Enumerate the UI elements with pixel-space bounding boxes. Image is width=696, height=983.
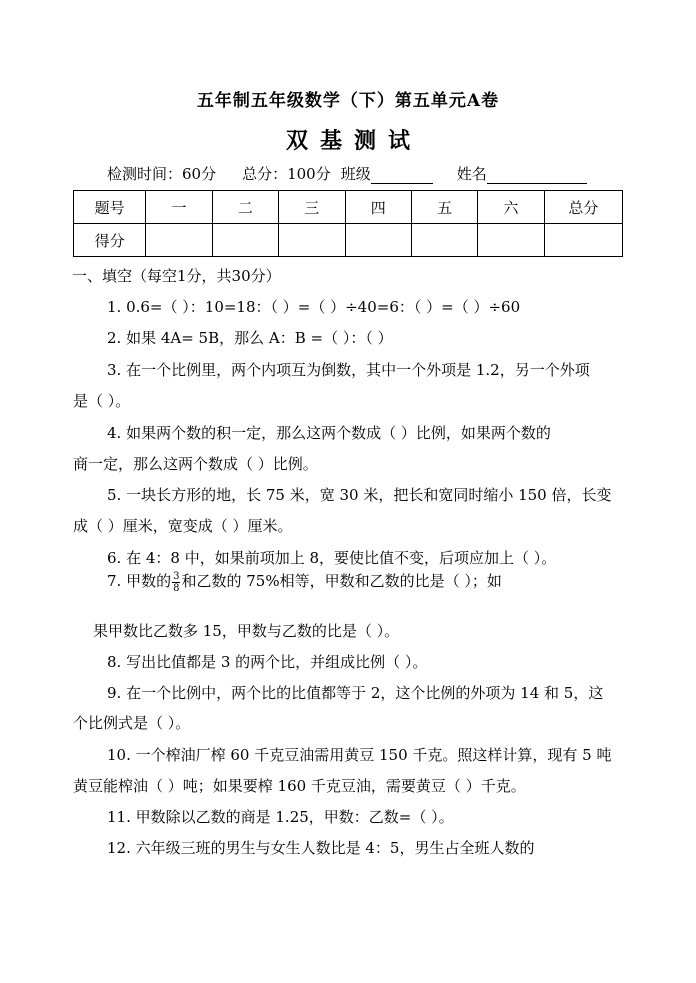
score-cell[interactable] xyxy=(146,224,212,257)
score-table xyxy=(73,190,623,257)
exam-time: 检测时间：60分 xyxy=(107,165,217,183)
score-col-2: 二 xyxy=(212,191,278,224)
question-11: 11. 甲数除以乙数的商是 1.25，甲数：乙数=（ ）。 xyxy=(107,808,454,826)
score-col-4: 四 xyxy=(345,191,411,224)
exam-total: 总分：100分 xyxy=(242,165,331,183)
score-table-header-row xyxy=(74,191,623,224)
question-10: 10. 一个榨油厂榨 60 千克豆油需用黄豆 150 千克。照这样计算，现有 5 吨 xyxy=(107,746,612,764)
question-1: 1. 0.6=（ ）：10=18：（ ）=（ ）÷40=6：（ ）=（ ）÷60 xyxy=(107,298,521,316)
score-col-5: 五 xyxy=(411,191,477,224)
question-5: 5. 一块长方形的地，长 75 米，宽 30 米，把长和宽同时缩小 150 倍，长变 xyxy=(107,486,612,504)
question-8: 8. 写出比值都是 3 的两个比，并组成比例（ ）。 xyxy=(107,653,428,671)
question-4-cont: 商一定，那么这两个数成（ ）比例。 xyxy=(73,455,318,473)
question-6: 6. 在 4：8 中，如果前项加上 8，要使比值不变，后项应加上（ ）。 xyxy=(107,549,557,567)
score-cell[interactable] xyxy=(478,224,544,257)
score-cell[interactable] xyxy=(544,224,622,257)
fraction-denominator: 8 xyxy=(173,582,180,594)
question-7 xyxy=(107,570,502,594)
score-cell[interactable] xyxy=(411,224,477,257)
name-field[interactable] xyxy=(487,168,587,184)
score-col-6: 六 xyxy=(478,191,544,224)
class-field[interactable] xyxy=(371,168,433,184)
score-col-total: 总分 xyxy=(544,191,622,224)
question-7-suffix: 和乙数的 75%相等，甲数和乙数的比是（ ）；如 xyxy=(181,572,502,590)
question-9: 9. 在一个比例中，两个比的比值都等于 2，这个比例的外项为 14 和 5，这 xyxy=(107,684,604,702)
fraction-numerator: 3 xyxy=(173,570,180,582)
question-5-cont: 成（ ）厘米，宽变成（ ）厘米。 xyxy=(73,517,293,535)
document-subtitle: 双基测试 xyxy=(285,128,422,154)
score-cell[interactable] xyxy=(345,224,411,257)
question-4: 4. 如果两个数的积一定，那么这两个数成（ ）比例，如果两个数的 xyxy=(107,424,551,442)
name-label: 姓名 xyxy=(456,165,487,183)
question-3: 3. 在一个比例里，两个内项互为倒数，其中一个外项是 1.2，另一个外项 xyxy=(107,361,590,379)
question-2: 2. 如果 4A= 5B，那么 A：B =（ ）：（ ） xyxy=(107,329,393,347)
score-cell[interactable] xyxy=(212,224,278,257)
question-10-cont: 黄豆能榨油（ ）吨；如果要榨 160 千克豆油，需要黄豆（ ）千克。 xyxy=(73,777,526,795)
question-3-cont: 是（ ）。 xyxy=(73,392,131,410)
score-col-3: 三 xyxy=(279,191,345,224)
score-header-label: 题号 xyxy=(74,191,146,224)
question-9-cont: 个比例式是（ ）。 xyxy=(73,714,191,732)
document-title: 五年制五年级数学（下）第五单元A卷 xyxy=(196,91,500,111)
score-cell[interactable] xyxy=(279,224,345,257)
class-label: 班级 xyxy=(340,165,371,183)
exam-info xyxy=(107,163,587,184)
question-12: 12. 六年级三班的男生与女生人数比是 4：5，男生占全班人数的 xyxy=(107,839,535,857)
score-row-label: 得分 xyxy=(74,224,146,257)
section-heading: 一、填空（每空1分，共30分） xyxy=(72,267,281,285)
score-table-score-row xyxy=(74,224,623,257)
question-7-prefix: 7. 甲数的 xyxy=(107,572,172,590)
score-col-1: 一 xyxy=(146,191,212,224)
fraction xyxy=(172,571,180,594)
question-7-cont: 果甲数比乙数多 15，甲数与乙数的比是（ ）。 xyxy=(93,622,400,640)
